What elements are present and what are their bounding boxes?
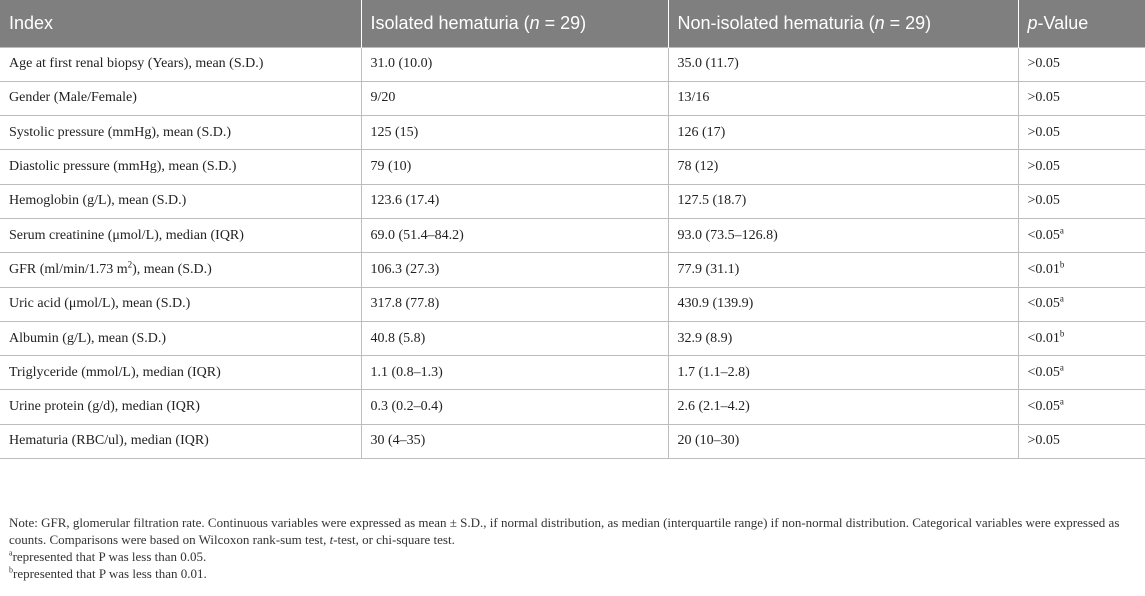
cell-nonisolated: 1.7 (1.1–2.8) bbox=[668, 356, 1018, 390]
cell-nonisolated: 77.9 (31.1) bbox=[668, 253, 1018, 287]
header-index: Index bbox=[0, 0, 361, 47]
footnote-mark: a bbox=[1059, 293, 1064, 304]
table-row bbox=[0, 253, 1145, 287]
table-header bbox=[0, 0, 1145, 47]
cell-isolated: 317.8 (77.8) bbox=[361, 287, 668, 321]
note-main: Note: GFR, glomerular filtration rate. Continuous variables were expressed as mean ± S.D., if normal distribution, as median (interquartile range) if non-normal distribution. Categorical variables were expressed as counts. Comparisons were based on Wilcoxon rank-sum test, t-test, or chi-square test. bbox=[9, 515, 1120, 547]
cell-p-value: >0.05 bbox=[1018, 116, 1145, 150]
cell-index: Albumin (g/L), mean (S.D.) bbox=[0, 321, 361, 355]
table-notes bbox=[9, 514, 1134, 582]
cell-index: Gender (Male/Female) bbox=[0, 81, 361, 115]
footnote-mark: b bbox=[1059, 327, 1065, 338]
header-nonisolated: Non-isolated hematuria (n = 29) bbox=[668, 0, 1018, 47]
cell-isolated: 123.6 (17.4) bbox=[361, 184, 668, 218]
table-row bbox=[0, 47, 1145, 81]
cell-index: Systolic pressure (mmHg), mean (S.D.) bbox=[0, 116, 361, 150]
cell-isolated: 9/20 bbox=[361, 81, 668, 115]
cell-nonisolated: 127.5 (18.7) bbox=[668, 184, 1018, 218]
cell-nonisolated: 78 (12) bbox=[668, 150, 1018, 184]
cell-p-value: >0.05 bbox=[1018, 81, 1145, 115]
cell-nonisolated: 126 (17) bbox=[668, 116, 1018, 150]
table-row bbox=[0, 150, 1145, 184]
table-row bbox=[0, 321, 1145, 355]
cell-isolated: 69.0 (51.4–84.2) bbox=[361, 218, 668, 252]
table-body bbox=[0, 47, 1145, 459]
table-row bbox=[0, 81, 1145, 115]
cell-p-value: >0.05 bbox=[1018, 150, 1145, 184]
header-p-value: p-Value bbox=[1018, 0, 1145, 47]
cell-p-value: >0.05 bbox=[1018, 47, 1145, 81]
cell-index: Uric acid (μmol/L), mean (S.D.) bbox=[0, 287, 361, 321]
cell-p-value: >0.05 bbox=[1018, 424, 1145, 458]
cell-nonisolated: 20 (10–30) bbox=[668, 424, 1018, 458]
cell-isolated: 30 (4–35) bbox=[361, 424, 668, 458]
note-a: $^a$represented that P was less than 0.05. bbox=[9, 548, 207, 564]
table-row bbox=[0, 184, 1145, 218]
cell-isolated: 106.3 (27.3) bbox=[361, 253, 668, 287]
cell-index: Diastolic pressure (mmHg), mean (S.D.) bbox=[0, 150, 361, 184]
footnote-mark: a bbox=[1059, 362, 1064, 373]
table-row bbox=[0, 424, 1145, 458]
cell-index: Hematuria (RBC/ul), median (IQR) bbox=[0, 424, 361, 458]
cell-isolated: 79 (10) bbox=[361, 150, 668, 184]
cell-nonisolated: 13/16 bbox=[668, 81, 1018, 115]
table-row bbox=[0, 390, 1145, 424]
table-row bbox=[0, 116, 1145, 150]
cell-p-value: >0.05 bbox=[1018, 184, 1145, 218]
cell-p-value: <0.05$^a$ bbox=[1018, 356, 1145, 390]
cell-isolated: 125 (15) bbox=[361, 116, 668, 150]
header-row bbox=[0, 0, 1145, 47]
cell-nonisolated: 2.6 (2.1–4.2) bbox=[668, 390, 1018, 424]
cell-nonisolated: 32.9 (8.9) bbox=[668, 321, 1018, 355]
footnote-mark: b bbox=[1059, 259, 1065, 270]
cell-nonisolated: 35.0 (11.7) bbox=[668, 47, 1018, 81]
cell-index: Age at first renal biopsy (Years), mean (S.D.) bbox=[0, 47, 361, 81]
cell-index: Urine protein (g/d), median (IQR) bbox=[0, 390, 361, 424]
cell-nonisolated: 430.9 (139.9) bbox=[668, 287, 1018, 321]
footnote-mark: a bbox=[1059, 224, 1064, 235]
cell-index: Triglyceride (mmol/L), median (IQR) bbox=[0, 356, 361, 390]
footnote-mark: a bbox=[1059, 396, 1064, 407]
note-b: $^b$represented that P was less than 0.01. bbox=[9, 565, 207, 581]
cell-index: GFR (ml/min/1.73 $m^2$), mean (S.D.) bbox=[0, 253, 361, 287]
cell-index: Hemoglobin (g/L), mean (S.D.) bbox=[0, 184, 361, 218]
cell-nonisolated: 93.0 (73.5–126.8) bbox=[668, 218, 1018, 252]
cell-p-value: <0.05$^a$ bbox=[1018, 287, 1145, 321]
cell-p-value: <0.01$^b$ bbox=[1018, 253, 1145, 287]
table-row bbox=[0, 287, 1145, 321]
cell-isolated: 0.3 (0.2–0.4) bbox=[361, 390, 668, 424]
cell-isolated: 1.1 (0.8–1.3) bbox=[361, 356, 668, 390]
cell-p-value: <0.01$^b$ bbox=[1018, 321, 1145, 355]
cell-isolated: 31.0 (10.0) bbox=[361, 47, 668, 81]
table-row bbox=[0, 218, 1145, 252]
header-isolated: Isolated hematuria (n = 29) bbox=[361, 0, 668, 47]
cell-index: Serum creatinine (μmol/L), median (IQR) bbox=[0, 218, 361, 252]
cell-p-value: <0.05$^a$ bbox=[1018, 390, 1145, 424]
cell-isolated: 40.8 (5.8) bbox=[361, 321, 668, 355]
table-row bbox=[0, 356, 1145, 390]
cell-p-value: <0.05$^a$ bbox=[1018, 218, 1145, 252]
